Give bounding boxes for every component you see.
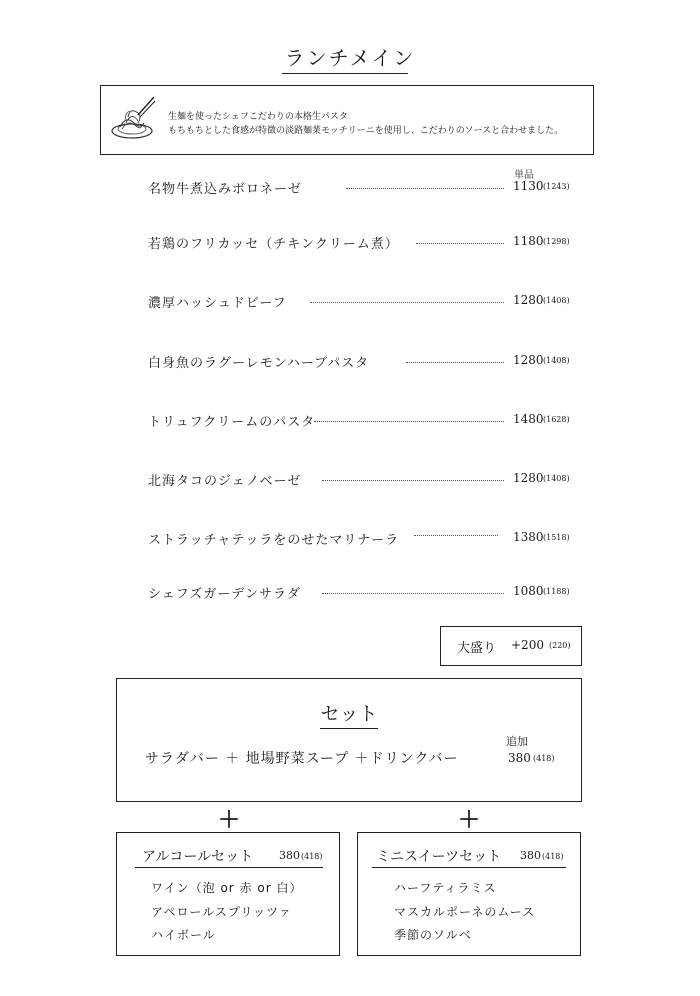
alcohol-set-title: アルコールセット [142,849,254,865]
menu-item-tax-price: (1628) [543,415,570,424]
menu-item-price: 1280 [513,353,544,367]
list-item: 季節のソルベ [394,928,472,942]
menu-item [0,292,700,312]
set-tax-price: (418) [533,754,555,763]
list-item: ワイン（泡 or 赤 or 白） [151,881,303,895]
menu-item [0,583,700,603]
menu-item-tax-price: (1408) [543,356,570,365]
large-portion-tax-price: (220) [549,641,571,650]
menu-item-price: 1130 [513,179,544,193]
large-portion-price: +200 [511,638,544,652]
pasta-icon [108,93,160,149]
large-portion-label: 大盛り [457,641,497,656]
menu-item-tax-price: (1408) [543,296,570,305]
set-price: 380 [508,751,531,765]
list-item: アペロールスプリッツァ [151,905,292,919]
alcohol-set-box [116,832,340,956]
dotted-leader [416,243,504,244]
unit-label: 単品 [514,170,534,181]
plus-sign: ＋ [458,808,481,833]
list-item: マスカルポーネのムース [394,905,536,919]
large-portion-box [440,626,582,666]
sweets-set-title: ミニスイーツセット [376,849,502,865]
page-title: ランチメイン [284,46,416,70]
menu-item-price: 1380 [513,530,544,544]
alcohol-set-tax-price: (418) [301,852,323,861]
list-item: ハイボール [151,928,216,942]
plus-sign: ＋ [218,808,241,833]
sweets-set-tax-price: (418) [542,852,564,861]
menu-item-name: 名物牛煮込みボロネーゼ [148,182,302,197]
alcohol-set-underline [135,867,323,868]
menu-item-name: 白身魚のラグーレモンハーブパスタ [148,356,370,371]
sweets-set-box [357,832,581,956]
dotted-leader [322,480,504,481]
alcohol-set-price: 380 [279,849,300,862]
menu-item [0,352,700,372]
menu-item-name: 若鶏のフリカッセ（チキンクリーム煮） [148,237,399,252]
menu-item-price: 1280 [513,471,544,485]
menu-item [0,470,700,490]
menu-item-name: トリュフクリームのパスタ [148,415,316,430]
menu-item-name: ストラッチャテッラをのせたマリナーラ [148,533,400,548]
menu-item-price: 1480 [513,412,544,426]
sweets-set-underline [372,867,566,868]
dotted-leader [414,535,498,536]
menu-item-tax-price: (1243) [543,182,570,191]
menu-item-tax-price: (1408) [543,474,570,483]
menu-item-price: 1280 [513,293,544,307]
dotted-leader [310,302,504,303]
set-box [116,678,582,802]
set-add-label: 追加 [506,735,528,748]
intro-line-2: もちもちとした食感が特徴の淡路麺業モッチリーニを使用し、こだわりのソースと合わせました。 [168,126,564,136]
set-description: サラダバー ＋ 地場野菜スープ ＋ドリンクバー [145,751,459,767]
menu-item-price: 1180 [513,234,544,248]
set-title: セット [320,703,378,725]
menu-item-price: 1080 [513,584,544,598]
menu-item-tax-price: (1518) [543,533,570,542]
menu-item [0,529,700,549]
menu-item-name: シェフズガーデンサラダ [148,587,301,602]
dotted-leader [406,362,504,363]
menu-item-name: 濃厚ハッシュドビーフ [148,296,287,311]
menu-item-tax-price: (1298) [543,237,570,246]
set-title-underline [320,728,378,729]
menu-item [0,411,700,431]
menu-item [0,233,700,253]
menu-item-tax-price: (1188) [543,587,570,596]
menu-item [0,178,700,198]
dotted-leader [322,593,504,594]
dotted-leader [314,421,504,422]
intro-line-1: 生麺を使ったシェフこだわりの本格生パスタ [168,112,348,122]
intro-text [168,110,563,138]
sweets-set-price: 380 [520,849,541,862]
list-item: ハーフティラミス [394,881,497,895]
dotted-leader [346,188,504,189]
title-underline [282,73,408,74]
menu-item-name: 北海タコのジェノベーゼ [148,474,302,489]
